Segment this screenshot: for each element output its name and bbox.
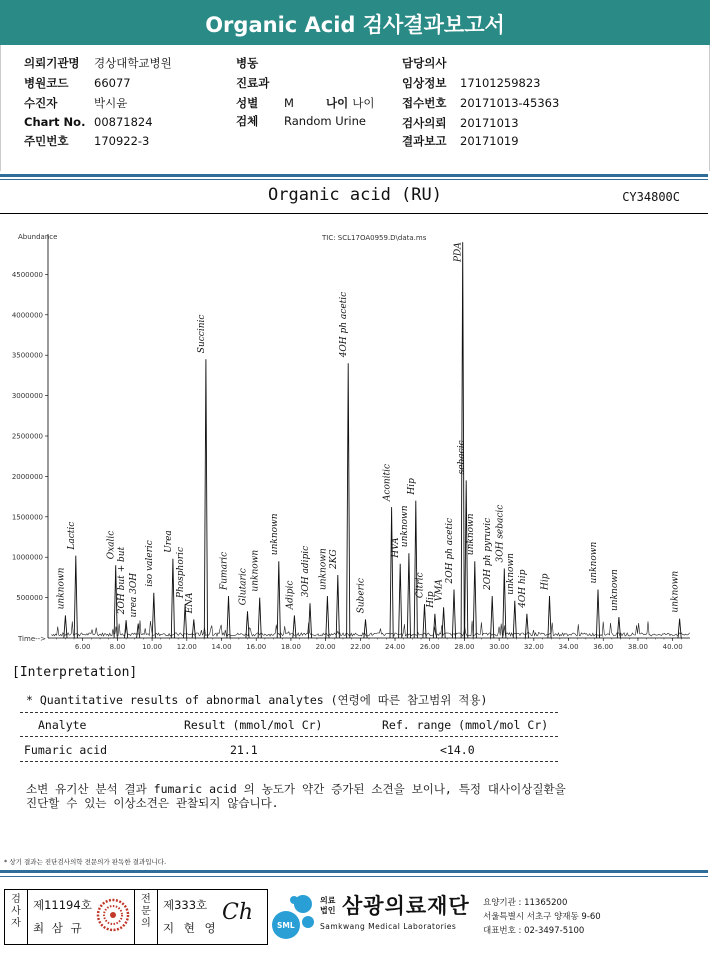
peak-38 bbox=[678, 619, 681, 638]
peak-16 bbox=[326, 596, 329, 638]
peak-label-26: VMA bbox=[434, 579, 445, 602]
peak-label-8: ENA bbox=[184, 592, 195, 614]
sml-logo-text: SML bbox=[277, 921, 295, 930]
y-tick-label: 1000000 bbox=[11, 553, 43, 562]
org-phone: 대표번호 : 02-3497-5100 bbox=[483, 926, 585, 936]
chart-code: CY34800C bbox=[622, 190, 680, 204]
chart-ylabel: Abundance bbox=[18, 233, 58, 241]
peak-31 bbox=[491, 596, 494, 638]
x-tick-label: 16.00 bbox=[246, 643, 267, 651]
peak-26 bbox=[442, 607, 445, 638]
peak-22 bbox=[407, 553, 410, 638]
x-tick-label: 18.00 bbox=[280, 643, 301, 651]
x-tick-label: 14.00 bbox=[211, 643, 232, 651]
peak-label-32: 3OH sebacic bbox=[495, 504, 506, 563]
peak-label-1: Lactic bbox=[66, 521, 77, 550]
peak-14 bbox=[293, 615, 296, 638]
peak-label-20: Aconitic bbox=[382, 463, 393, 502]
field-chart-no: Chart No. 00871824 bbox=[24, 115, 153, 129]
peak-label-19: Suberic bbox=[356, 578, 367, 614]
peak-25 bbox=[433, 614, 436, 638]
table-rule-top bbox=[20, 712, 558, 713]
quant-title: * Quantitative results of abnormal analytes (연령에 따른 참고범위 적용) bbox=[26, 693, 488, 707]
peak-30 bbox=[473, 561, 476, 638]
col-ref-range: Ref. range (mmol/mol Cr) bbox=[382, 718, 549, 732]
peak-label-37: unknown bbox=[609, 569, 620, 611]
specialist-label: 전문의 bbox=[141, 894, 151, 929]
peak-label-12: unknown bbox=[250, 549, 261, 592]
peak-label-9: Succinic bbox=[196, 314, 207, 354]
field-patient-name: 수진자 박시윤 bbox=[24, 96, 128, 110]
peak-label-29: sebacic bbox=[457, 440, 468, 475]
table-rule-mid bbox=[20, 736, 558, 737]
report-title: Organic Acid 검사결과보고서 bbox=[0, 0, 710, 45]
peak-label-15: 3OH adipic bbox=[301, 545, 311, 598]
peak-label-7: Phosphoric bbox=[176, 547, 187, 599]
specialist-no: 제333호 bbox=[163, 898, 208, 912]
peak-29 bbox=[465, 480, 468, 638]
x-tick-label: 22.00 bbox=[350, 643, 371, 651]
peak-label-11: Glutaric bbox=[238, 568, 249, 606]
interpretation-note: 소변 유기산 분석 결과 fumaric acid 의 농도가 약간 증가된 소견을 보이나, 특정 대사이상질환을 진단할 수 있는 이상소견은 관찰되지 않습니다. bbox=[26, 782, 566, 810]
specialist-name: 지 현 영 bbox=[163, 921, 219, 935]
footer-rule bbox=[0, 870, 708, 873]
field-resident-no: 주민번호 170922-3 bbox=[24, 134, 150, 148]
x-tick-label: 38.00 bbox=[627, 643, 648, 651]
peak-label-22: unknown bbox=[399, 505, 410, 548]
table-rule-bottom bbox=[20, 761, 558, 762]
peak-label-21: HVA bbox=[391, 537, 402, 558]
reviewer-no: 제11194호 bbox=[33, 898, 92, 912]
peak-36 bbox=[596, 590, 599, 639]
x-tick-label: 8.00 bbox=[109, 643, 126, 651]
interpretation-heading: [Interpretation] bbox=[12, 665, 138, 680]
col-analyte: Analyte bbox=[38, 718, 87, 732]
footnote: * 상기 결과는 진단검사의학 전문의가 판독한 결과입니다. bbox=[4, 858, 167, 866]
x-tick-label: 40.00 bbox=[662, 643, 683, 651]
field-physician: 담당의사 bbox=[402, 56, 447, 70]
field-specimen: 검체 Random Urine bbox=[236, 114, 366, 128]
field-ward: 병동 bbox=[236, 56, 259, 70]
peak-label-16: unknown bbox=[318, 548, 329, 590]
peak-13 bbox=[277, 561, 280, 638]
chart-title: Organic acid (RU) bbox=[268, 185, 442, 205]
reviewer-label: 검사자 bbox=[11, 894, 21, 929]
peak-label-18: 4OH ph acetic bbox=[339, 291, 350, 358]
y-tick-label: 2000000 bbox=[11, 472, 43, 481]
baseline-trace bbox=[52, 620, 690, 636]
field-department: 진료과 bbox=[236, 76, 270, 90]
peak-9 bbox=[204, 359, 207, 638]
x-tick-label: 26.00 bbox=[419, 643, 440, 651]
col-result: Result (mmol/mol Cr) bbox=[184, 718, 323, 732]
peak-label-31: 2OH ph pyruvic bbox=[483, 517, 494, 590]
field-clinical-info: 임상정보 17101259823 bbox=[402, 76, 541, 90]
header-rule bbox=[0, 174, 708, 177]
row-analyte: Fumaric acid bbox=[24, 743, 108, 757]
peak-6 bbox=[171, 559, 174, 638]
row-result: 21.1 bbox=[230, 743, 258, 757]
x-axis-label: Time--> bbox=[18, 635, 47, 643]
peak-label-0: unknown bbox=[56, 567, 67, 610]
field-request-date: 검사의뢰 20171013 bbox=[402, 116, 519, 130]
peak-12 bbox=[258, 598, 261, 638]
peak-1 bbox=[74, 556, 77, 638]
peak-27 bbox=[452, 590, 455, 639]
peak-label-5: iso valeric bbox=[144, 540, 155, 587]
x-tick-label: 28.00 bbox=[454, 643, 475, 651]
peak-10 bbox=[227, 596, 230, 638]
chromatogram bbox=[0, 222, 710, 657]
chart-title-rule bbox=[0, 213, 708, 214]
x-tick-label: 30.00 bbox=[489, 643, 510, 651]
org-code: 요양기관 : 11365200 bbox=[483, 898, 568, 908]
peak-17 bbox=[336, 575, 339, 638]
y-tick-label: 4500000 bbox=[11, 270, 43, 279]
org-name: 삼광의료재단 bbox=[342, 894, 470, 918]
y-tick-label: 2500000 bbox=[11, 432, 43, 441]
x-tick-label: 12.00 bbox=[176, 643, 197, 651]
reviewer-name: 최 삼 규 bbox=[33, 921, 84, 935]
field-report-date: 결과보고 20171019 bbox=[402, 134, 519, 148]
org-english: Samkwang Medical Laboratories bbox=[320, 922, 457, 931]
peak-5 bbox=[152, 593, 155, 638]
x-tick-label: 36.00 bbox=[593, 643, 614, 651]
org-type: 의료법인 bbox=[320, 896, 336, 915]
y-tick-label: 500000 bbox=[16, 594, 43, 603]
peak-label-24: Citric bbox=[415, 572, 426, 599]
peak-label-35: Hip bbox=[540, 573, 551, 590]
peak-21 bbox=[399, 564, 402, 638]
y-tick-label: 4000000 bbox=[11, 311, 43, 320]
chart-tic-title: TIC: SCL17OA0959.D\data.ms bbox=[322, 234, 427, 242]
peak-label-30: unknown bbox=[465, 513, 476, 556]
peak-label-17: 2KG bbox=[328, 549, 339, 569]
peak-20 bbox=[390, 507, 393, 638]
reviewer-stamp bbox=[96, 898, 130, 932]
sml-logo-icon bbox=[270, 891, 316, 941]
x-tick-label: 20.00 bbox=[315, 643, 336, 651]
peak-35 bbox=[548, 596, 551, 638]
field-hospital-code: 병원코드 66077 bbox=[24, 76, 131, 90]
row-ref: <14.0 bbox=[440, 743, 475, 757]
peak-label-6: Urea bbox=[163, 530, 174, 553]
peak-23 bbox=[414, 501, 417, 638]
peak-label-3: 2OH but + but bbox=[117, 546, 128, 615]
peak-8 bbox=[192, 619, 195, 638]
peak-label-10: Fumaric bbox=[219, 551, 230, 590]
y-tick-label: 1500000 bbox=[11, 513, 43, 522]
x-tick-label: 32.00 bbox=[523, 643, 544, 651]
peak-label-23: Hip bbox=[406, 478, 417, 495]
field-age: 나이 나이 bbox=[326, 96, 375, 110]
peak-label-33: unknown bbox=[505, 553, 516, 595]
x-tick-label: 34.00 bbox=[558, 643, 579, 651]
peak-label-36: unknown bbox=[589, 541, 599, 584]
header-rule-thin bbox=[0, 179, 708, 180]
peak-label-27: 2OH ph acetic bbox=[445, 517, 455, 584]
peak-label-13: unknown bbox=[269, 513, 280, 556]
peak-label-2: Oxalic bbox=[106, 530, 117, 560]
y-tick-label: 3500000 bbox=[11, 351, 43, 360]
x-tick-label: 6.00 bbox=[74, 643, 91, 651]
peak-label-4: urea 3OH bbox=[129, 572, 140, 618]
x-tick-label: 10.00 bbox=[142, 643, 163, 651]
field-requesting-institution: 의뢰기관명 경상대학교병원 bbox=[24, 56, 172, 70]
org-address: 서울특별시 서초구 양재동 9-60 bbox=[483, 912, 601, 922]
peak-label-25: Hip bbox=[425, 591, 436, 608]
footer-rule-thin bbox=[0, 876, 708, 877]
peak-11 bbox=[246, 611, 249, 638]
y-tick-label: 3000000 bbox=[11, 392, 43, 401]
peak-37 bbox=[617, 617, 620, 638]
peak-label-14: Adipic bbox=[285, 580, 296, 610]
peak-18 bbox=[347, 363, 350, 638]
field-sex: 성별 M bbox=[236, 96, 294, 110]
peak-label-34: 4OH hip bbox=[517, 569, 528, 608]
specialist-signature: Ch bbox=[222, 900, 254, 925]
field-accession-no: 접수번호 20171013-45363 bbox=[402, 96, 560, 110]
peak-28 bbox=[461, 242, 464, 638]
peak-label-38: unknown bbox=[670, 570, 681, 613]
peak-33 bbox=[513, 601, 516, 638]
x-tick-label: 24.00 bbox=[385, 643, 406, 651]
peak-label-28: PDA bbox=[453, 242, 464, 262]
peak-34 bbox=[525, 614, 528, 638]
